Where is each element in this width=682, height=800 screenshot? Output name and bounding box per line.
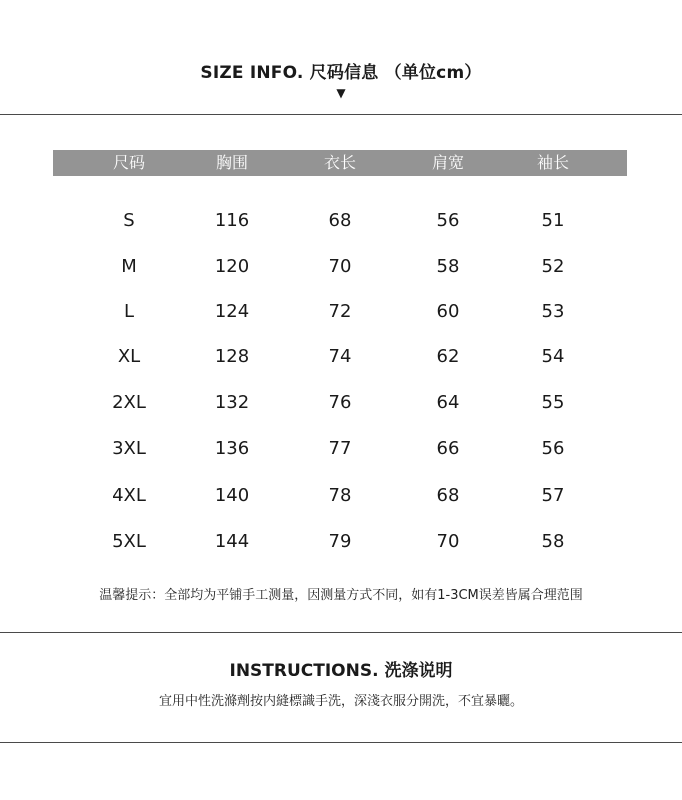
cell-shoulder: 64: [436, 392, 460, 413]
cell-chest: 120: [214, 256, 250, 277]
cell-length: 74: [328, 346, 352, 367]
cell-size: XL: [117, 346, 141, 367]
cell-sleeve: 57: [541, 485, 565, 506]
instructions-text: 宜用中性洗滌劑按内縫標識手洗，深淺衣服分開洗，不宜暴曬。: [158, 694, 523, 709]
instructions-title: INSTRUCTIONS. 洗涤说明: [229, 661, 453, 681]
cell-sleeve: 52: [541, 256, 565, 277]
cell-size: L: [123, 301, 135, 322]
header-length: 衣长: [323, 153, 356, 172]
down-arrow-icon: ▼: [336, 86, 346, 100]
cell-shoulder: 70: [436, 531, 460, 552]
cell-length: 77: [328, 438, 352, 459]
cell-chest: 116: [214, 210, 250, 231]
cell-size: S: [123, 210, 135, 231]
cell-chest: 124: [214, 301, 250, 322]
cell-chest: 140: [214, 485, 250, 506]
cell-chest: 128: [214, 346, 250, 367]
measurement-note: 温馨提示：全部均为平铺手工测量，因测量方式不同，如有1-3CM误差皆属合理范围: [99, 588, 583, 603]
size-info-title: SIZE INFO. 尺码信息 （单位cm）: [200, 63, 482, 83]
cell-length: 72: [328, 301, 352, 322]
cell-size: 5XL: [112, 531, 146, 552]
cell-sleeve: 56: [541, 438, 565, 459]
cell-chest: 144: [214, 531, 250, 552]
table-header: [53, 150, 627, 176]
header-size: 尺码: [112, 153, 145, 172]
cell-shoulder: 68: [436, 485, 460, 506]
header-shoulder: 肩宽: [431, 153, 464, 172]
cell-shoulder: 60: [436, 301, 460, 322]
cell-chest: 132: [214, 392, 250, 413]
cell-sleeve: 53: [541, 301, 565, 322]
cell-size: 4XL: [112, 485, 146, 506]
header-chest: 胸围: [215, 153, 248, 172]
table-row: [0, 481, 682, 511]
cell-sleeve: 55: [541, 392, 565, 413]
cell-length: 70: [328, 256, 352, 277]
table-row: [0, 342, 682, 372]
table-row: [0, 252, 682, 282]
cell-size: 2XL: [112, 392, 146, 413]
cell-size: 3XL: [112, 438, 146, 459]
cell-shoulder: 62: [436, 346, 460, 367]
table-row: [0, 527, 682, 557]
cell-shoulder: 58: [436, 256, 460, 277]
table-row: [0, 434, 682, 464]
table-row: [0, 297, 682, 327]
cell-length: 79: [328, 531, 352, 552]
header-sleeve: 袖长: [536, 153, 569, 172]
cell-sleeve: 51: [541, 210, 565, 231]
cell-size: M: [121, 256, 137, 277]
cell-chest: 136: [214, 438, 250, 459]
cell-sleeve: 58: [541, 531, 565, 552]
table-row: [0, 388, 682, 418]
divider-top: [0, 114, 682, 115]
cell-sleeve: 54: [541, 346, 565, 367]
cell-length: 76: [328, 392, 352, 413]
cell-length: 68: [328, 210, 352, 231]
table-row: [0, 206, 682, 236]
cell-length: 78: [328, 485, 352, 506]
cell-shoulder: 66: [436, 438, 460, 459]
cell-shoulder: 56: [436, 210, 460, 231]
divider-middle: [0, 632, 682, 633]
divider-bottom: [0, 742, 682, 743]
